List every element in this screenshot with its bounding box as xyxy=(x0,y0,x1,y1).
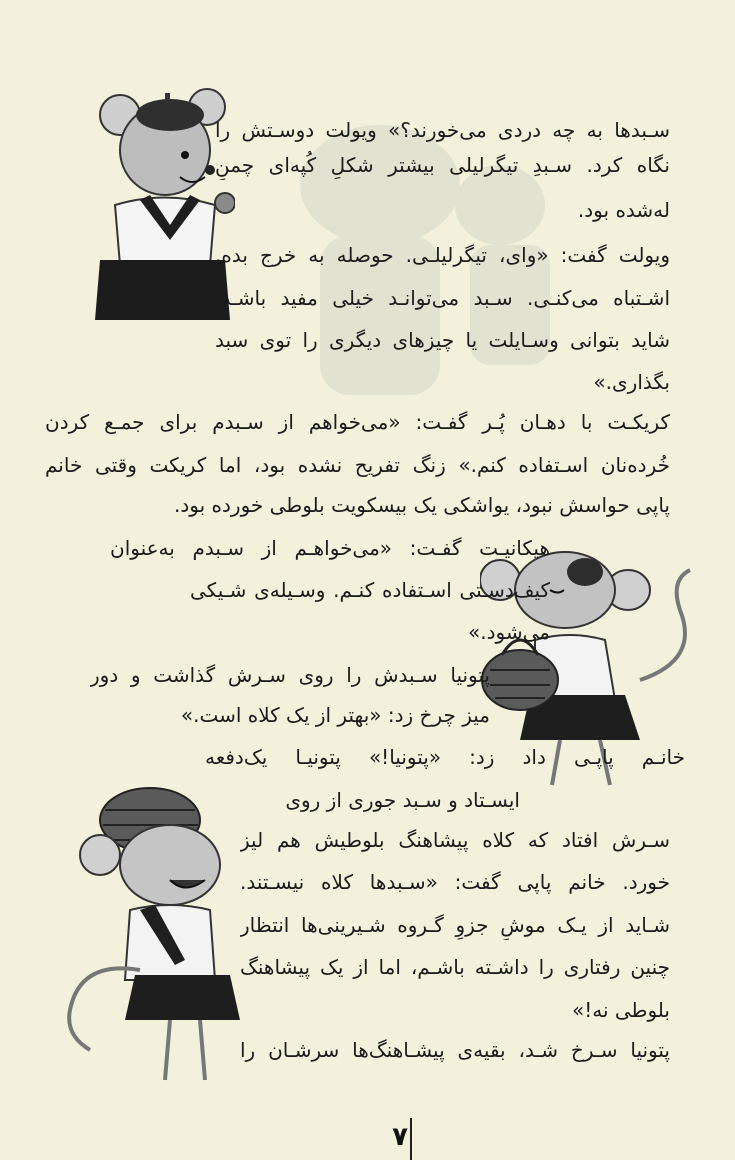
text-line: شـاید از یـک موشِ جزوِ گـروه شـیرینی‌ها انتظار xyxy=(240,913,670,937)
text-line: شاید بتوانی وسـایلت یا چیزهای دیگری را توی سبد xyxy=(215,328,670,352)
text-line: سـبدها به چه دردی می‌خورند؟» ویولت دوسـتش را xyxy=(215,118,670,142)
text-line: پتونیا سـرخ شـد، بقیه‌ی پیشـاهنگ‌ها سرشـان را xyxy=(240,1038,670,1062)
text-line: کریکـت با دهـان پُـر گفـت: «می‌خواهم از سـبدم برای جمـع کردن xyxy=(45,410,670,434)
mouse-illustration-cookie xyxy=(95,85,235,325)
text-line: له‌شده بود. xyxy=(577,198,670,222)
text-line: چنین رفتاری را داشـته باشـم، اما از یک پیشاهنگ xyxy=(240,955,670,979)
text-line: ویولت گفت: «وای، تیگرلیلـی. حوصله به خرج بده. xyxy=(215,243,670,267)
text-line: سـرش افتاد که کلاه پیشاهنگ بلوطیش هم لیز xyxy=(240,828,670,852)
page-number: ۷ xyxy=(392,1122,408,1152)
text-line: می‌شود.» xyxy=(468,620,550,644)
text-line: خورد. خانم پاپی گفت: «سـبدها کلاه نیسـتند. xyxy=(240,870,670,894)
text-line: هیکانیـت گفـت: «می‌خواهـم از سـبدم به‌عنوان xyxy=(110,536,550,560)
text-line: بگذاری.» xyxy=(593,370,670,394)
mouse-illustration-basket-hat xyxy=(55,780,265,1090)
text-line: میز چرخ زد: «بهتر از یک کلاه است.» xyxy=(180,703,490,727)
text-line: ایسـتاد و سـبد جوری از روی xyxy=(285,788,520,812)
text-line: بلوطی نه!» xyxy=(571,998,670,1022)
text-line: پتونیا سـبدش را روی سـرش گذاشت و دور xyxy=(90,663,490,687)
text-line: اشـتباه می‌کنـی. سـبد می‌توانـد خیلی مفید باشـد. xyxy=(215,286,670,310)
text-line: نگاه کرد. سـبدِ تیگرلیلی بیشتر شکلِ کُپه‌ای چمنِ xyxy=(215,153,670,177)
text-line: پاپی حواسش نبود، یواشکی یک بیسکویت بلوطی خورده بود. xyxy=(174,493,670,517)
text-line: خانـم پاپـی داد زد: «پتونیا!» پتونیـا یک‌دفعه xyxy=(205,745,685,769)
text-line: خُرده‌نان اسـتفاده کنم.» زنگ تفریح نشده بود، اما کریکت وقتی خانم xyxy=(45,453,670,477)
text-line: کیف‌دسـتی اسـتفاده کنـم. وسـیله‌ی شـیکی xyxy=(190,578,550,602)
